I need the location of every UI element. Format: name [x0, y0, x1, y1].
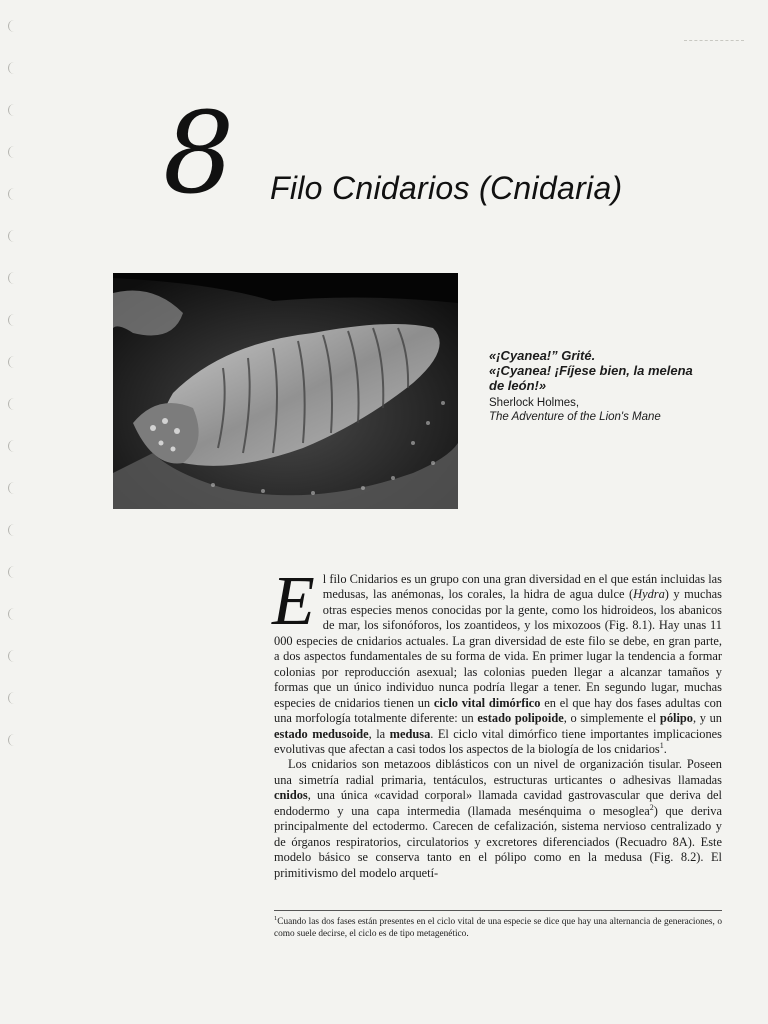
epigraph	[489, 348, 719, 424]
footnote-marker: 1	[274, 914, 278, 922]
footnote-divider	[274, 910, 722, 911]
body-text	[272, 563, 722, 881]
scan-artifact	[684, 40, 744, 41]
epigraph-quote-line-3: de león!»	[489, 378, 547, 393]
jellyfish-photo-image	[113, 273, 458, 509]
drop-cap: E	[272, 563, 315, 640]
epigraph-source: The Adventure of the Lion's Mane	[489, 411, 661, 423]
epigraph-author: Sherlock Holmes,	[489, 397, 580, 409]
footnote-text: Cuando las dos fases están presentes en el ciclo vital de una especie se dice que hay una alternancia de generaciones, o como suele decirse, el ciclo es de tipo metagenético.	[274, 917, 722, 939]
chapter-photo-cyanea-jellyfish	[113, 273, 458, 509]
body-paragraph-2: Los cnidarios son metazoos diblásticos con un nivel de organización tisular. Poseen una simetría radial primaria, tentáculos, estructuras urticantes o adhesivas llamadas cnidos, una única «cavidad corporal» llamada cavidad gastrovascular que deriva del endodermo y una capa intermedia (llamada mesénquima o mesoglea$^2$) que deriva principalmente del ectodermo. Carecen de cefalización, sistema nervioso centralizado y de órganos respiratorios, circulatorios y excretores diferenciados (Recuadro 8A). Este modelo básico se conserva tanto en el pólipo como en la medusa (Fig. 8.2). El primitivismo del modelo arquetí-	[274, 757, 722, 880]
epigraph-quote-line-1: «¡Cyanea!” Grité.	[489, 348, 596, 363]
chapter-number: 8	[163, 89, 235, 219]
chapter-title: Filo Cnidarios (Cnidaria)	[270, 170, 623, 206]
footnote-ref-1: 1	[659, 740, 664, 750]
ring-binder-marks	[8, 20, 22, 780]
body-paragraph-1: El filo Cnidarios es un grupo con una gran diversidad en el que están incluidas las medusas, las anémonas, los corales, la hidra de agua dulce (Hydra) y muchas otras especies menos conocidas por la gente, como los hidroideos, los abanicos de mar, los sifonóforos, los zoantideos, y los mixozoos (Fig. 8.1). Hay unas 11 000 especies de cnidarios actuales. La gran diversidad de este filo se debe, en gran parte, a dos aspectos fundamentales de su forma de vida. En primer lugar la tendencia a formar colonias por reproducción asexual; las colonias pueden llegar a alcanzar tamaños y formas que un único individuo nunca podría llegar a tener. En segundo lugar, muchas especies de cnidarios tienen un ciclo vital dimórfico en el que hay dos fases adultas con una morfología totalmente diferente: un estado polipoide, o simplemente el pólipo, y un estado medusoide, la medusa. El ciclo vital dimórfico tiene importantes implicaciones evolutivas que afectan a casi todos los aspectos de la biología de los cnidarios$^1$.	[272, 563, 722, 756]
epigraph-quote-line-2: «¡Cyanea! ¡Fíjese bien, la melena	[489, 363, 693, 378]
footnote	[274, 916, 722, 940]
footnote-ref-2: 2	[649, 802, 654, 812]
